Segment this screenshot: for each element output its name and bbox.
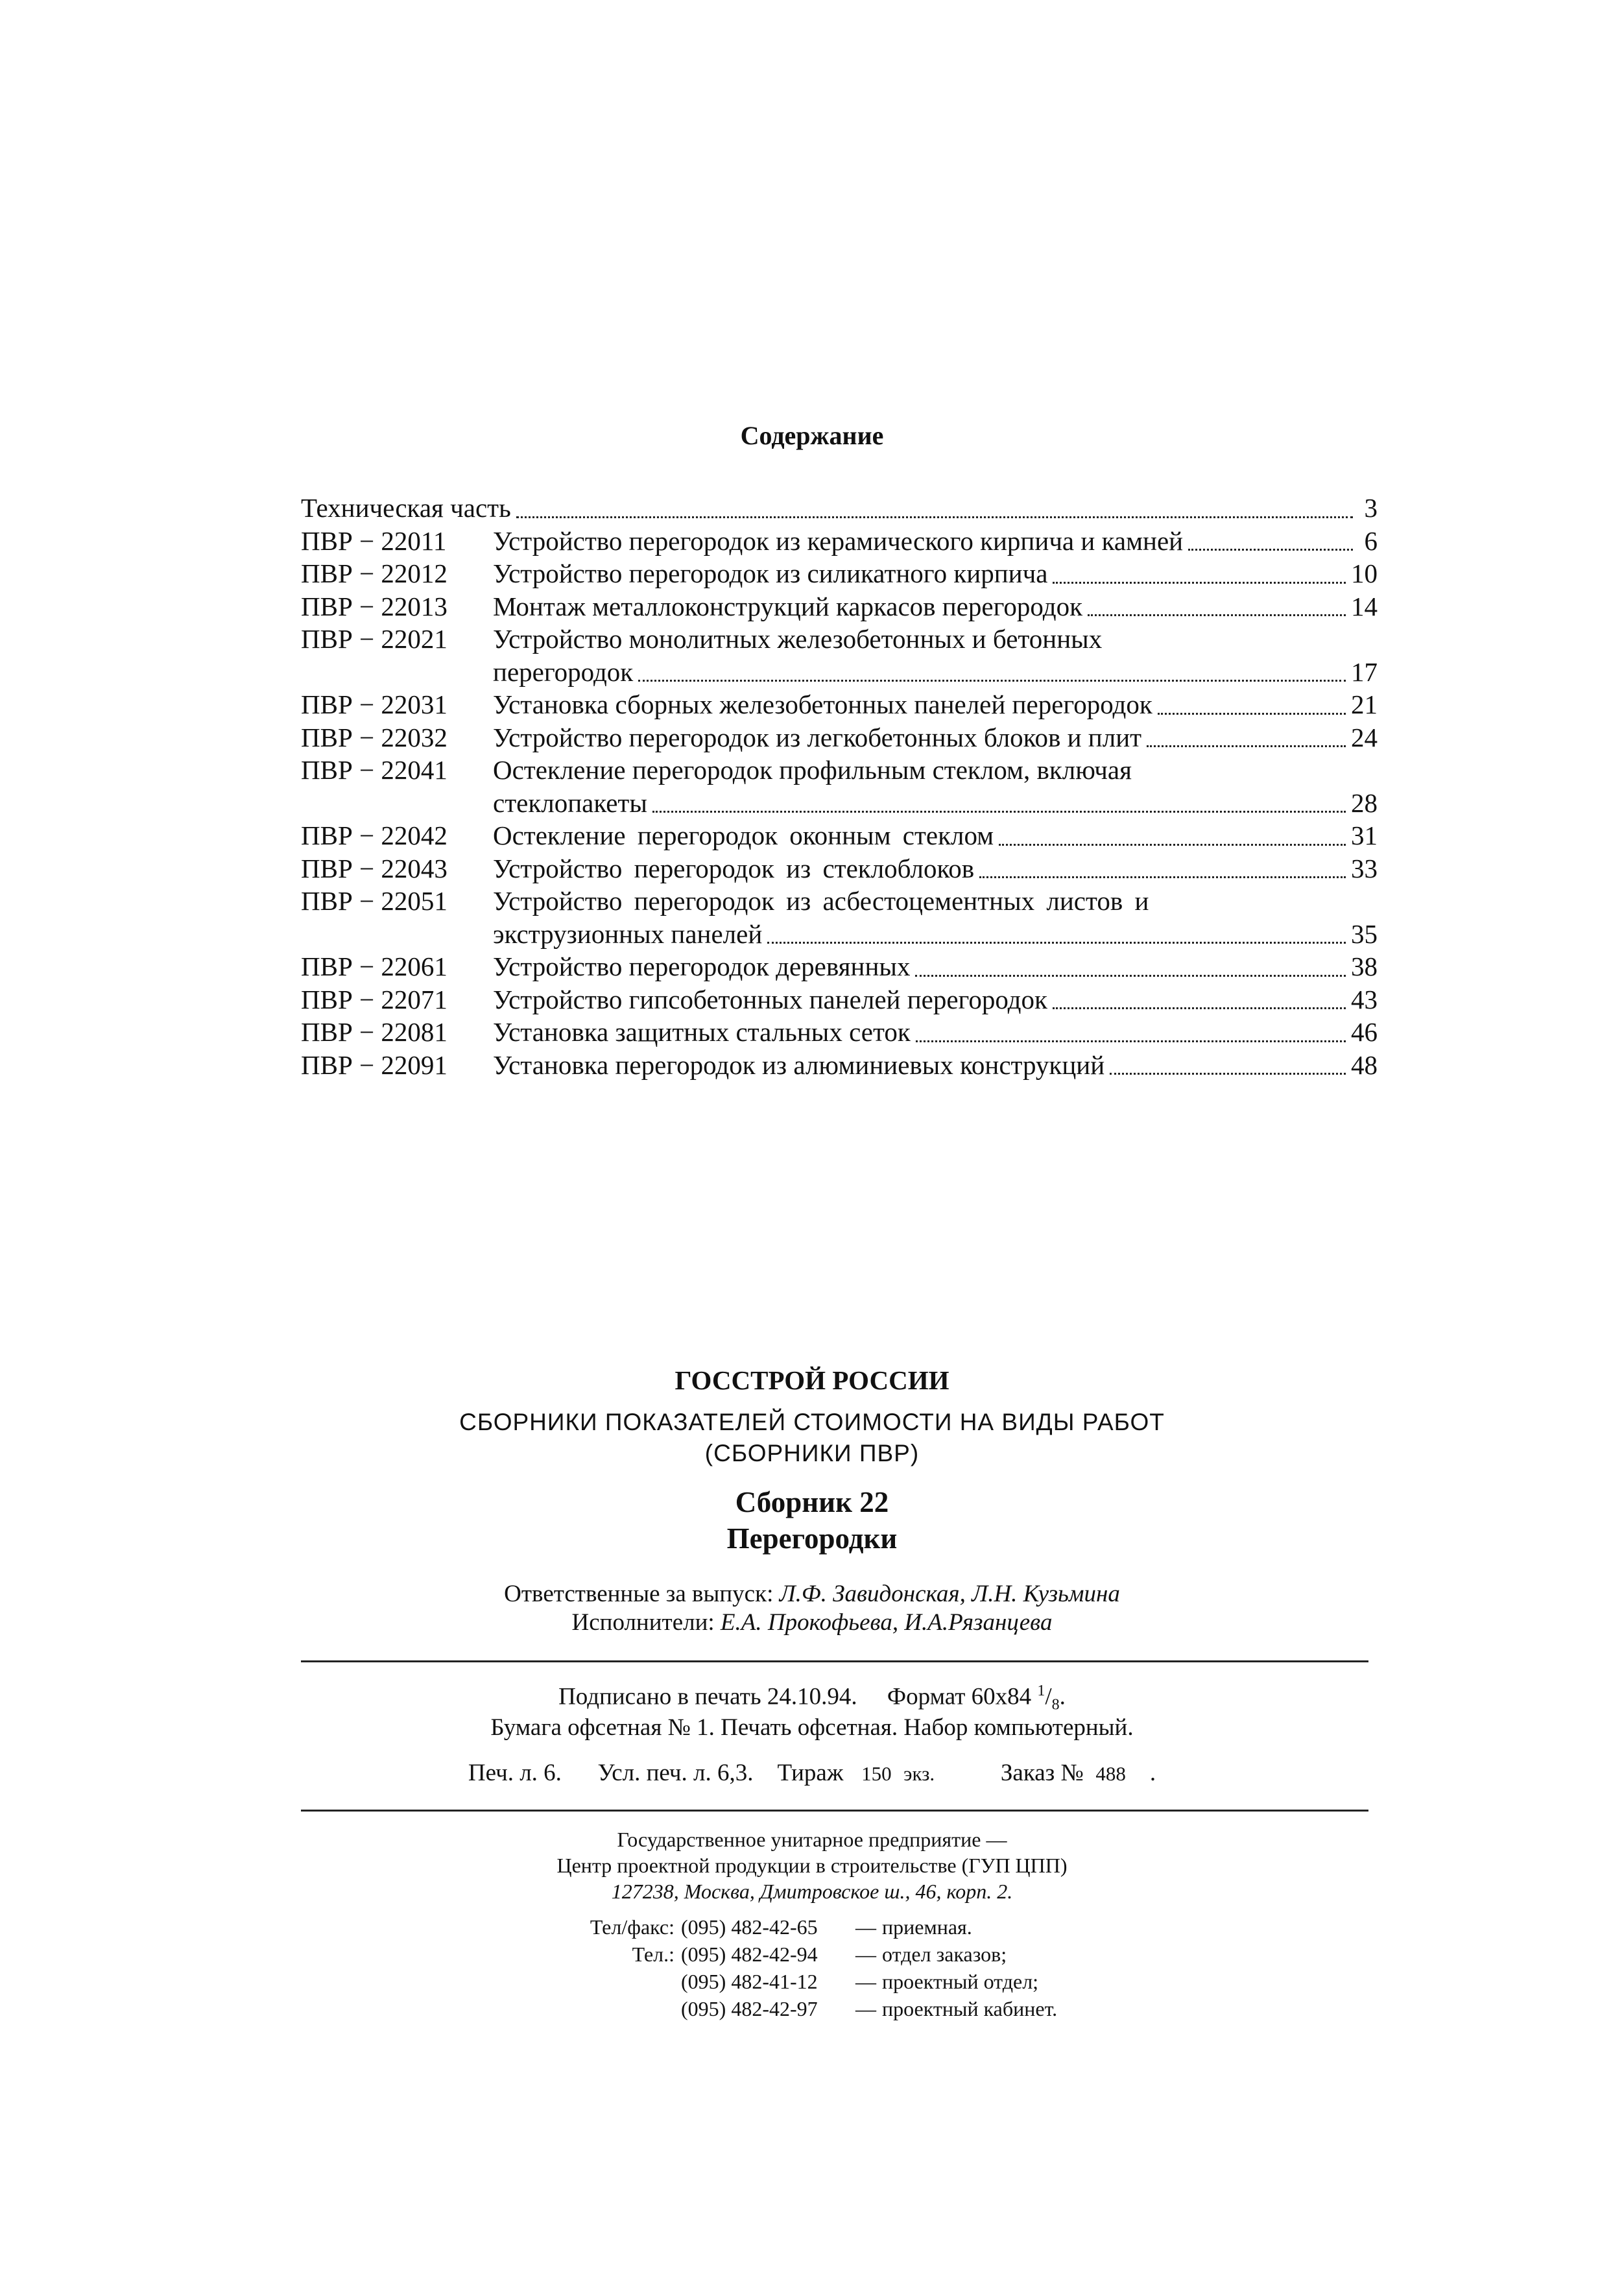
dot-leader — [1110, 1073, 1346, 1075]
toc-entry-code: ПВР − 22051 — [301, 886, 448, 916]
contact-row — [558, 1941, 1057, 1968]
table-of-contents — [301, 492, 1378, 1081]
format-value: 60х84 — [971, 1683, 1032, 1710]
run-label: Тираж — [777, 1760, 844, 1786]
dot-leader — [999, 844, 1346, 846]
contact-row — [558, 1995, 1057, 2022]
toc-entry-title-cont: стеклопакеты — [493, 787, 647, 818]
divider — [301, 1810, 1368, 1812]
dot-leader — [915, 975, 1346, 977]
contact-dash: — — [855, 1997, 876, 2020]
toc-entry-code: ПВР − 22012 — [301, 558, 448, 588]
toc-entry[interactable] — [301, 1016, 1378, 1049]
toc-entry[interactable] — [301, 754, 1378, 819]
run-value: 150 — [861, 1762, 892, 1785]
toc-entry-code: ПВР − 22013 — [301, 591, 448, 621]
publisher-line-1: Государственное унитарное предприятие — — [617, 1828, 1007, 1851]
toc-entry-page: 35 — [1351, 918, 1378, 949]
contact-dash: — — [855, 1943, 876, 1966]
print-signed-line: Подписано в печать 24.10.94. Формат 60х84 $^1/_8$. — [558, 1682, 1066, 1714]
toc-entry-page: 48 — [1351, 1049, 1378, 1080]
dot-leader — [1188, 549, 1353, 551]
contact-desc: приемная. — [882, 1915, 972, 1939]
signed-date: 24.10.94. — [767, 1683, 857, 1710]
divider — [301, 1660, 1368, 1662]
dot-leader — [1053, 1007, 1346, 1009]
toc-entry-page: 24 — [1351, 722, 1378, 752]
toc-entry-title: Устройство перегородок из стеклоблоков — [493, 853, 975, 883]
run-unit: экз. — [903, 1762, 935, 1785]
toc-entry-title: Остекление перегородок профильным стеклом, включая — [493, 755, 1132, 785]
toc-entry-code: ПВР − 22081 — [301, 1017, 448, 1047]
performers-label: Исполнители: — [571, 1609, 715, 1636]
contact-desc: проектный кабинет. — [882, 1997, 1058, 2020]
toc-entry-title-cont: перегородок — [493, 656, 634, 687]
sheets: Печ. л. 6. — [468, 1760, 562, 1786]
order-value: 488 — [1095, 1762, 1126, 1785]
contact-row — [558, 1968, 1057, 1995]
toc-entry[interactable] — [301, 1049, 1378, 1082]
print-run-line: Печ. л. 6. Усл. печ. л. 6,3. Тираж 150 экз. Заказ № 488 . — [468, 1760, 1156, 1786]
toc-entry-page: 43 — [1351, 984, 1378, 1014]
toc-entry-title: Установка перегородок из алюминиевых конструкций — [493, 1049, 1105, 1080]
toc-entry-code: ПВР − 22021 — [301, 624, 448, 654]
toc-entry-title: Устройство перегородок из легкобетонных блоков и плит — [493, 722, 1142, 752]
toc-entry-page: 14 — [1351, 591, 1378, 621]
responsible-label: Ответственные за выпуск: — [504, 1581, 774, 1607]
toc-entry-code: ПВР − 22043 — [301, 853, 448, 883]
dot-leader — [1053, 582, 1346, 584]
contact-number: (095) 482-42-94 — [681, 1943, 818, 1966]
contact-number: (095) 482-41-12 — [681, 1970, 818, 1993]
signed-label: Подписано в печать — [558, 1683, 761, 1710]
format-denominator: 8 — [1051, 1696, 1060, 1714]
contact-dash: — — [855, 1970, 876, 1993]
dot-leader — [767, 942, 1346, 944]
toc-entry-code: ПВР − 22031 — [301, 689, 448, 719]
toc-entry-title: Техническая часть — [301, 493, 511, 523]
contact-desc: отдел заказов; — [882, 1943, 1007, 1966]
toc-entry-title: Монтаж металлоконструкций каркасов перегородок — [493, 591, 1082, 621]
toc-entry-page: 10 — [1351, 558, 1378, 588]
collection-number: Сборник 22 — [735, 1486, 889, 1518]
contacts-list — [558, 1913, 1057, 2022]
toc-entry-title: Устройство гипсобетонных панелей перегородок — [493, 984, 1047, 1014]
toc-entry[interactable] — [301, 525, 1378, 558]
toc-entry-code: ПВР − 22041 — [301, 755, 448, 785]
toc-entry[interactable] — [301, 721, 1378, 754]
responsible-names: Л.Ф. Завидонская, Л.Н. Кузьмина — [779, 1581, 1120, 1607]
contact-number: (095) 482-42-65 — [681, 1915, 818, 1939]
series-subtitle: (СБОРНИКИ ПВР) — [704, 1440, 920, 1466]
contact-label: Тел/факс: — [590, 1915, 675, 1939]
toc-entry[interactable] — [301, 819, 1378, 852]
paper-line: Бумага офсетная № 1. Печать офсетная. Набор компьютерный. — [490, 1714, 1134, 1741]
toc-entry-title: Устройство монолитных железобетонных и бетонных — [493, 624, 1103, 654]
toc-entry-page: 3 — [1364, 493, 1378, 523]
toc-entry[interactable] — [301, 983, 1378, 1016]
collection-name: Перегородки — [726, 1522, 898, 1555]
contact-dash: — — [855, 1915, 876, 1939]
toc-entry-title: Остекление перегородок оконным стеклом — [493, 820, 994, 850]
format-numerator: 1 — [1037, 1682, 1045, 1699]
toc-entry[interactable] — [301, 852, 1378, 885]
toc-entry-title-cont: экструзионных панелей — [493, 918, 763, 949]
toc-entry[interactable] — [301, 557, 1378, 590]
dot-leader — [916, 1040, 1346, 1042]
toc-entry-code: ПВР − 22091 — [301, 1049, 448, 1080]
dot-leader — [1088, 614, 1346, 616]
toc-entry-page: 17 — [1351, 656, 1378, 687]
publisher-address: 127238, Москва, Дмитровское ш., 46, корп. 2. — [611, 1880, 1013, 1903]
toc-entry-title: Устройство перегородок деревянных — [493, 951, 911, 981]
dot-leader — [1147, 745, 1346, 747]
order-label: Заказ № — [1000, 1760, 1084, 1786]
responsible-line — [0, 1580, 1624, 1608]
toc-entry[interactable] — [301, 623, 1378, 688]
series-title: СБОРНИКИ ПОКАЗАТЕЛЕЙ СТОИМОСТИ НА ВИДЫ РАБОТ — [459, 1409, 1165, 1435]
toc-entry-page: 46 — [1351, 1017, 1378, 1047]
toc-entry-title: Устройство перегородок из керамического кирпича и камней — [493, 525, 1184, 556]
contact-desc: проектный отдел; — [882, 1970, 1039, 1993]
toc-entry-page: 38 — [1351, 951, 1378, 981]
toc-entry[interactable] — [301, 590, 1378, 623]
organization-name: ГОССТРОЙ РОССИИ — [675, 1365, 949, 1395]
contact-label — [558, 1995, 681, 2022]
toc-entry[interactable] — [301, 492, 1378, 525]
toc-entry-title: Установка защитных стальных сеток — [493, 1017, 911, 1047]
contact-label: Тел.: — [632, 1943, 675, 1966]
toc-entry-page: 6 — [1364, 525, 1378, 556]
toc-entry-page: 33 — [1351, 853, 1378, 883]
toc-entry-code: ПВР − 22071 — [301, 984, 448, 1014]
dot-leader — [638, 680, 1346, 682]
dot-leader — [979, 876, 1346, 878]
performers-names: Е.А. Прокофьева, И.А.Рязанцева — [720, 1609, 1053, 1636]
toc-entry-code: ПВР − 22011 — [301, 525, 447, 556]
toc-entry-code: ПВР − 22061 — [301, 951, 448, 981]
toc-entry-title: Установка сборных железобетонных панелей перегородок — [493, 689, 1152, 719]
contact-number: (095) 482-42-97 — [681, 1997, 818, 2020]
toc-entry-page: 28 — [1351, 787, 1378, 818]
toc-entry-title: Устройство перегородок из силикатного кирпича — [493, 558, 1048, 588]
publisher-line-2: Центр проектной продукции в строительстве (ГУП ЦПП) — [556, 1854, 1068, 1877]
contact-label — [558, 1968, 681, 1995]
toc-entry[interactable] — [301, 885, 1378, 950]
dot-leader — [1158, 713, 1346, 715]
toc-entry-page: 21 — [1351, 689, 1378, 719]
toc-entry[interactable] — [301, 950, 1378, 983]
dot-leader — [516, 516, 1353, 518]
toc-entry-page: 31 — [1351, 820, 1378, 850]
conditional-sheets: Усл. печ. л. 6,3. — [597, 1760, 754, 1786]
performers-line — [0, 1609, 1624, 1636]
toc-entry-title: Устройство перегородок из асбестоцементных листов и — [493, 886, 1149, 916]
toc-entry-code: ПВР − 22042 — [301, 820, 448, 850]
toc-entry-code: ПВР − 22032 — [301, 722, 448, 752]
dot-leader — [652, 811, 1346, 813]
toc-title: Содержание — [740, 421, 884, 450]
contact-row — [558, 1913, 1057, 1941]
format-label: Формат — [887, 1683, 966, 1710]
toc-entry[interactable] — [301, 688, 1378, 721]
